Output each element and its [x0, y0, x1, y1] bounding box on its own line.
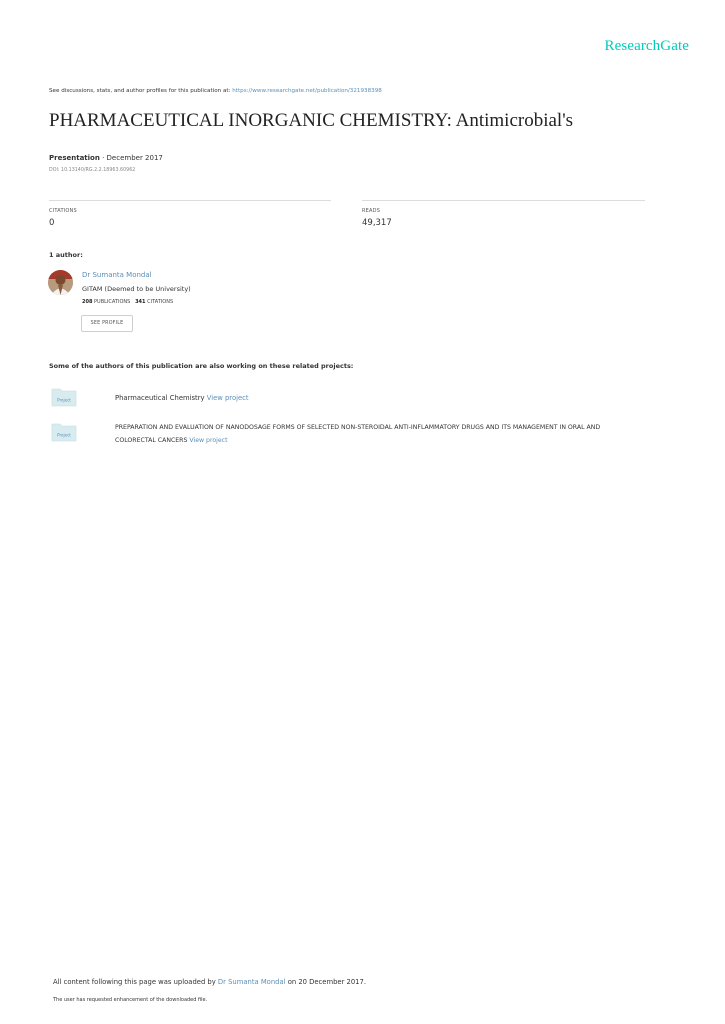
researchgate-logo[interactable]: ResearchGate — [604, 38, 689, 54]
upload-suffix: on 20 December 2017. — [285, 978, 366, 986]
project-badge-label: Project — [57, 397, 71, 403]
related-projects-heading: Some of the authors of this publication are also working on these related projects: — [49, 362, 354, 370]
authors-heading: 1 author: — [49, 251, 83, 259]
author-citations-count: 341 — [135, 299, 146, 305]
publication-type: Presentation — [49, 154, 100, 162]
author-publications-label: PUBLICATIONS — [92, 299, 131, 305]
author-stats — [82, 299, 173, 305]
publication-date: · December 2017 — [99, 154, 163, 162]
author-avatar[interactable] — [48, 270, 73, 295]
enhancement-note: The user has requested enhancement of the downloaded file. — [53, 997, 208, 1003]
project-folder-icon[interactable] — [51, 421, 77, 446]
see-profile-button[interactable]: SEE PROFILE — [81, 315, 133, 332]
divider-citations — [49, 200, 331, 201]
publication-doi: DOI: 10.13140/RG.2.2.18963.60962 — [49, 168, 136, 173]
upload-note — [53, 978, 366, 986]
author-photo-icon — [48, 270, 73, 295]
project-folder-icon[interactable] — [51, 386, 77, 411]
project-title-2-line1: PREPARATION AND EVALUATION OF NANODOSAGE FORMS OF SELECTED NON-STEROIDAL ANTI-INFLAMMATORY DRUGS AND ITS MANAGEMENT IN ORAL AND — [115, 424, 601, 431]
see-discussions-line — [49, 88, 382, 94]
publication-type-line — [49, 154, 163, 162]
author-publications-count: 208 — [82, 299, 93, 305]
view-project-link-2[interactable]: View project — [189, 437, 228, 444]
uploader-link[interactable]: Dr Sumanta Mondal — [217, 978, 286, 986]
view-project-link-1[interactable]: View project — [206, 394, 249, 402]
project-title-2-line2: COLORECTAL CANCERS — [115, 437, 188, 444]
project-title-1: Pharmaceutical Chemistry — [115, 394, 205, 402]
author-affiliation: GITAM (Deemed to be University) — [82, 285, 191, 293]
see-text: See discussions, stats, and author profiles for this publication at: — [49, 88, 233, 94]
author-citations-label: CITATIONS — [145, 299, 174, 305]
divider-reads — [362, 200, 645, 201]
project-item-2 — [115, 421, 655, 447]
citations-value: 0 — [49, 218, 55, 228]
publication-title: PHARMACEUTICAL INORGANIC CHEMISTRY: Antimicrobial's — [49, 110, 574, 131]
reads-label: READS — [362, 208, 381, 214]
author-name-link[interactable]: Dr Sumanta Mondal — [82, 271, 152, 279]
project-item-1 — [115, 392, 249, 405]
citations-label: CITATIONS — [49, 208, 77, 214]
publication-url-link[interactable]: https://www.researchgate.net/publication/321938398 — [232, 88, 382, 94]
upload-prefix: All content following this page was uploaded by — [53, 978, 218, 986]
project-badge-label: Project — [57, 432, 71, 438]
reads-value: 49,317 — [362, 218, 392, 228]
